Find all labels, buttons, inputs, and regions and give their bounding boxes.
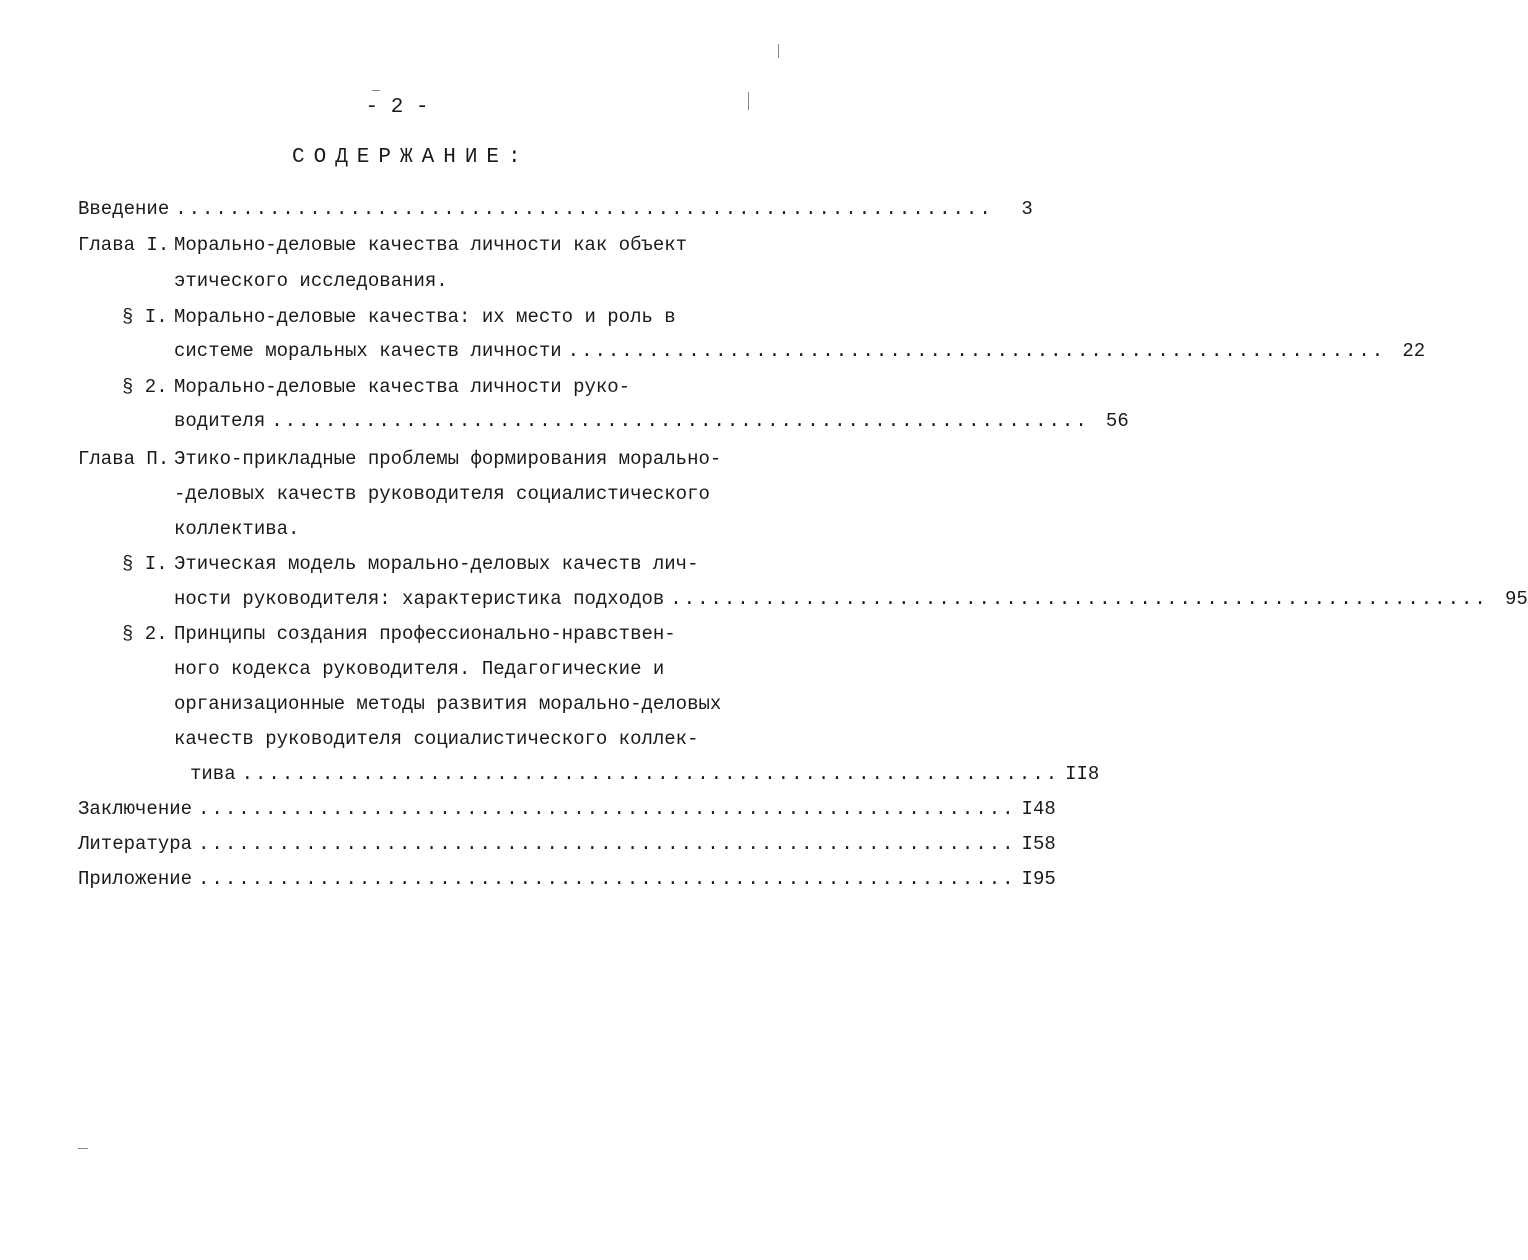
scan-mark <box>372 90 380 91</box>
section-1-1-prefix: § I. <box>122 306 168 328</box>
scan-mark <box>748 92 749 110</box>
toc-label: Введение <box>78 198 170 220</box>
leader-dots: ............................................................. <box>670 588 1488 610</box>
section-2-2-title-line[interactable]: организационные методы развития морально-деловых <box>174 693 722 715</box>
page-number: - 2 - <box>365 96 429 119</box>
section-1-2-prefix: § 2. <box>122 376 168 398</box>
toc-label: Приложение <box>78 868 193 890</box>
chapter-2-prefix: Глава П. <box>78 448 170 470</box>
toc-page: 95 <box>1504 588 1528 610</box>
leader-dots: ............................................................. <box>241 763 1060 785</box>
contents-title: СОДЕРЖАНИЕ: <box>292 146 530 169</box>
toc-entry-section-2-1[interactable] <box>174 588 1528 610</box>
scan-mark <box>78 1148 88 1149</box>
chapter-2-title-line[interactable]: -деловых качеств руководителя социалистического <box>174 483 710 505</box>
chapter-2-title-line[interactable]: коллектива. <box>174 518 300 540</box>
section-2-2-title-line[interactable]: качеств руководителя социалистического коллек- <box>174 728 699 750</box>
toc-entry-intro[interactable] <box>78 198 1033 220</box>
toc-page: 22 <box>1402 340 1426 362</box>
section-1-2-title-line[interactable]: Морально-деловые качества личности руко- <box>174 376 631 398</box>
toc-entry-section-1-2[interactable] <box>174 410 1129 432</box>
section-2-1-title-line[interactable]: Этическая модель морально-деловых качеств лич- <box>174 553 699 575</box>
chapter-1-title-line[interactable]: Морально-деловые качества личности как объект <box>174 234 688 256</box>
toc-entry-appendix[interactable] <box>78 868 1056 890</box>
toc-page: 56 <box>1105 410 1129 432</box>
leader-dots: ............................................................. <box>567 340 1386 362</box>
toc-page: I58 <box>1021 833 1056 855</box>
toc-label: системе моральных качеств личности <box>174 340 562 362</box>
toc-label: ности руководителя: характеристика подходов <box>174 588 665 610</box>
toc-entry-literature[interactable] <box>78 833 1056 855</box>
chapter-1-prefix: Глава I. <box>78 234 170 256</box>
section-1-1-title-line[interactable]: Морально-деловые качества: их место и роль в <box>174 306 676 328</box>
toc-label: тива <box>190 763 236 785</box>
chapter-2-title-line[interactable]: Этико-прикладные проблемы формирования морально- <box>174 448 722 470</box>
section-2-2-prefix: § 2. <box>122 623 168 645</box>
toc-page: I95 <box>1021 868 1056 890</box>
leader-dots: ............................................................. <box>198 833 1016 855</box>
leader-dots: ............................................................. <box>271 410 1089 432</box>
leader-dots: ............................................................. <box>198 868 1016 890</box>
chapter-1-title-line[interactable]: этического исследования. <box>174 270 448 292</box>
toc-entry-conclusion[interactable] <box>78 798 1056 820</box>
toc-label: водителя <box>174 410 266 432</box>
toc-entry-section-1-1[interactable] <box>174 340 1426 362</box>
toc-page: I48 <box>1021 798 1056 820</box>
toc-entry-section-2-2[interactable] <box>190 763 1100 785</box>
section-2-1-prefix: § I. <box>122 553 168 575</box>
section-2-2-title-line[interactable]: Принципы создания профессионально-нравствен- <box>174 623 676 645</box>
section-2-2-title-line[interactable]: ного кодекса руководителя. Педагогические и <box>174 658 665 680</box>
leader-dots: ............................................................. <box>198 798 1016 820</box>
scan-mark <box>778 44 779 58</box>
leader-dots: ............................................................. <box>175 198 993 220</box>
toc-label: Заключение <box>78 798 193 820</box>
toc-label: Литература <box>78 833 193 855</box>
toc-page: 3 <box>1021 198 1033 220</box>
toc-page: II8 <box>1065 763 1100 785</box>
